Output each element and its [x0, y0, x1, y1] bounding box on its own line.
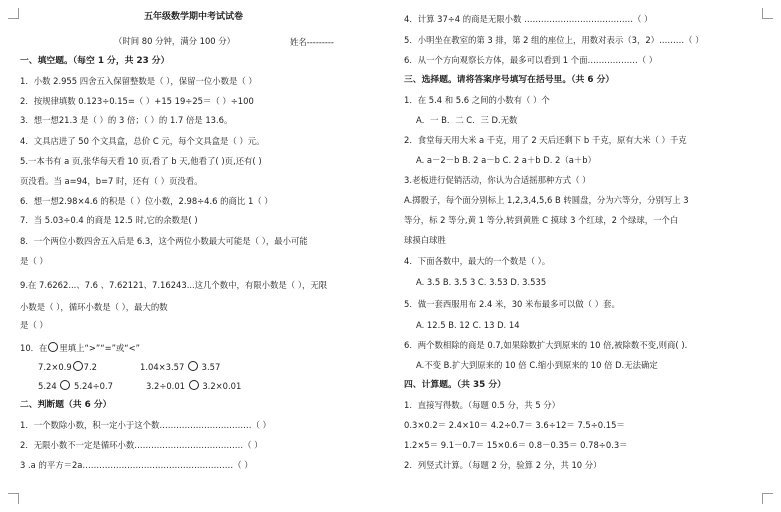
judge-item: 2．无限小数不一定是循环小数…………………………………（ ）	[20, 440, 263, 450]
exam-title: 五年级数学期中考试试卷	[144, 12, 244, 22]
section-fill-blank: 一、填空题。（每空 1 分，共 23 分）	[20, 56, 170, 66]
choice-question: 3.老板进行促销活动，你认为合适摇那种方式（ ）	[404, 175, 591, 185]
compare-item	[38, 380, 113, 392]
choice-options: 球摸白球胜	[404, 235, 446, 245]
question: 3．想一想21.3 是（ ）的 3 倍；（ ）的 1.7 倍是 13.6。	[20, 115, 233, 125]
compare-item	[146, 380, 241, 392]
corner-mark	[8, 8, 19, 19]
compare-circle-icon[interactable]	[73, 361, 83, 371]
question: 5.一本书有 a 页,张华每天看 10 页,看了 b 天,他看了( )页,还有( )	[20, 156, 262, 166]
question: 2．按规律填数 0.123÷0.15=（ ）+15 19÷25＝（ ）÷100	[20, 96, 254, 106]
compare-right: 5.24÷0.7	[74, 381, 113, 391]
judge-item: 4．计算 37÷4 的商是无限小数 …………………………………（ ）	[404, 14, 653, 24]
corner-mark	[8, 493, 19, 504]
compare-circle-icon[interactable]	[188, 361, 198, 371]
question: 1．小数 2.955 四舍五入保留整数是（ ），保留一位小数是（ ）	[20, 76, 257, 86]
judge-item: 3 .a 的平方＝2a………………………………………………（ ）	[20, 460, 253, 470]
choice-options: A．一 B．二 C．三 D.无数	[416, 115, 518, 125]
calc-instruction: 1．直接写得数。（每题 0.5 分，共 5 分）	[404, 400, 561, 410]
calc-row: 1.2×5＝ 9.1－0.7＝ 15×0.6＝ 0.8－0.35＝ 0.78÷0.3＝	[404, 440, 628, 450]
compare-left: 7.2×0.9	[38, 362, 72, 372]
compare-circle-icon	[48, 342, 58, 352]
corner-mark	[762, 8, 773, 19]
name-label: 姓名---------	[290, 37, 334, 47]
compare-right: 3.57	[201, 362, 221, 372]
question: 6．想一想2.98×4.6 的积是（ ）位小数，2.98÷4.6 的商比 1（ ）	[20, 196, 273, 206]
compare-item	[140, 361, 220, 373]
q10-suffix: 里填上“>”“=”或“<”	[59, 343, 141, 353]
compare-right: 3.2×0.01	[202, 381, 242, 391]
choice-question: 1．在 5.4 和 5.6 之间的小数有（ ）个	[404, 95, 550, 105]
judge-item: 1．一个数除小数，积一定小于这个数……………………………（ ）	[20, 420, 271, 430]
choice-options: A. a－2－b B. 2 a－b C. 2 a＋b D. 2（a＋b）	[416, 155, 596, 165]
choice-question: 6．两个数相除的商是 0.7,如果除数扩大到原来的 10 倍,被除数不变,则商( ).	[404, 340, 688, 350]
compare-item	[38, 361, 97, 373]
choice-options: A.不变 B.扩大到原来的 10 倍 C.缩小到原来的 10 倍 D.无法确定	[416, 360, 658, 370]
corner-mark	[762, 493, 773, 504]
calc-instruction: 2．列竖式计算。（每题 2 分，验算 2 分，共 10 分）	[404, 460, 602, 470]
question-cont: 是（ ）	[20, 320, 48, 330]
choice-options: 等分，标 2 等分,黄 1 等分,转到黄胜 C 摸球 3 个红球，2 个绿球，一个白	[404, 215, 679, 225]
compare-right: 7.2	[83, 362, 97, 372]
section-multiple-choice: 三、选择题。请将答案序号填写在括号里。（共 6 分）	[404, 75, 615, 85]
compare-circle-icon[interactable]	[189, 380, 199, 390]
question: 9.在 7.6262...、7.6 、7.62121、7.16243...这几个数中，有限小数是（ ），无限	[20, 280, 328, 290]
question: 8．一个两位小数四舍五入后是 6.3，这个两位小数最大可能是（ ），最小可能	[20, 236, 308, 246]
compare-circle-icon[interactable]	[60, 380, 70, 390]
question-cont: 页没看。当 a=94，b=7 时，还有（ ）页没看。	[20, 176, 203, 186]
judge-item: 5．小明坐在教室的第 3 排，第 2 组的座位上，用数对表示（3，2）………（ ）	[404, 35, 704, 45]
calc-row: 0.3×0.2＝ 2.4×10＝ 4.2÷0.7＝ 3.6÷12＝ 7.5÷0.15＝	[404, 420, 625, 430]
choice-question: 2．食堂每天用大米 a 千克，用了 2 天后还剩下 b 千克，原有大米（ ）千克	[404, 135, 687, 145]
question-cont: 小数是（ ），循环小数是（ ），最大的数	[20, 302, 168, 312]
compare-left: 5.24	[38, 381, 57, 391]
section-calculation: 四、计算题。（共 35 分）	[404, 380, 506, 390]
question: 7．当 5.03÷0.4 的商是 12.5 时,它的余数是( )	[20, 215, 198, 225]
choice-options: A.掷骰子，每个面分别标上 1,2,3,4,5,6 B 转圆盘，分为六等分，分别写上 3	[404, 195, 689, 205]
section-true-false: 二、判断题（共 6 分）	[20, 400, 112, 410]
question-cont: 是（ ）	[20, 256, 48, 266]
compare-left: 3.2÷0.01	[146, 381, 185, 391]
question: 4．文具店进了 50 个文具盒，总价 C 元，每个文具盒是（ ）元。	[20, 136, 265, 146]
question-10	[20, 342, 140, 354]
exam-subtitle: （时间 80 分钟，满分 100 分）	[114, 36, 236, 46]
q10-prefix: 10．在	[20, 343, 48, 353]
choice-options: A. 12.5 B. 12 C. 13 D. 14	[416, 320, 520, 330]
choice-question: 5．做一套西服用布 2.4 米，30 米布最多可以做（ ）套。	[404, 299, 620, 309]
choice-question: 4．下面各数中，最大的一个数是（ ）。	[404, 256, 551, 266]
judge-item: 6．从一个方向观察长方体，最多可以看到 1 个面………………（ ）	[404, 55, 658, 65]
choice-options: A. 3.5 B. 3.5 3 C. 3.53 D. 3.535	[416, 277, 547, 287]
compare-left: 1.04×3.57	[140, 362, 185, 372]
